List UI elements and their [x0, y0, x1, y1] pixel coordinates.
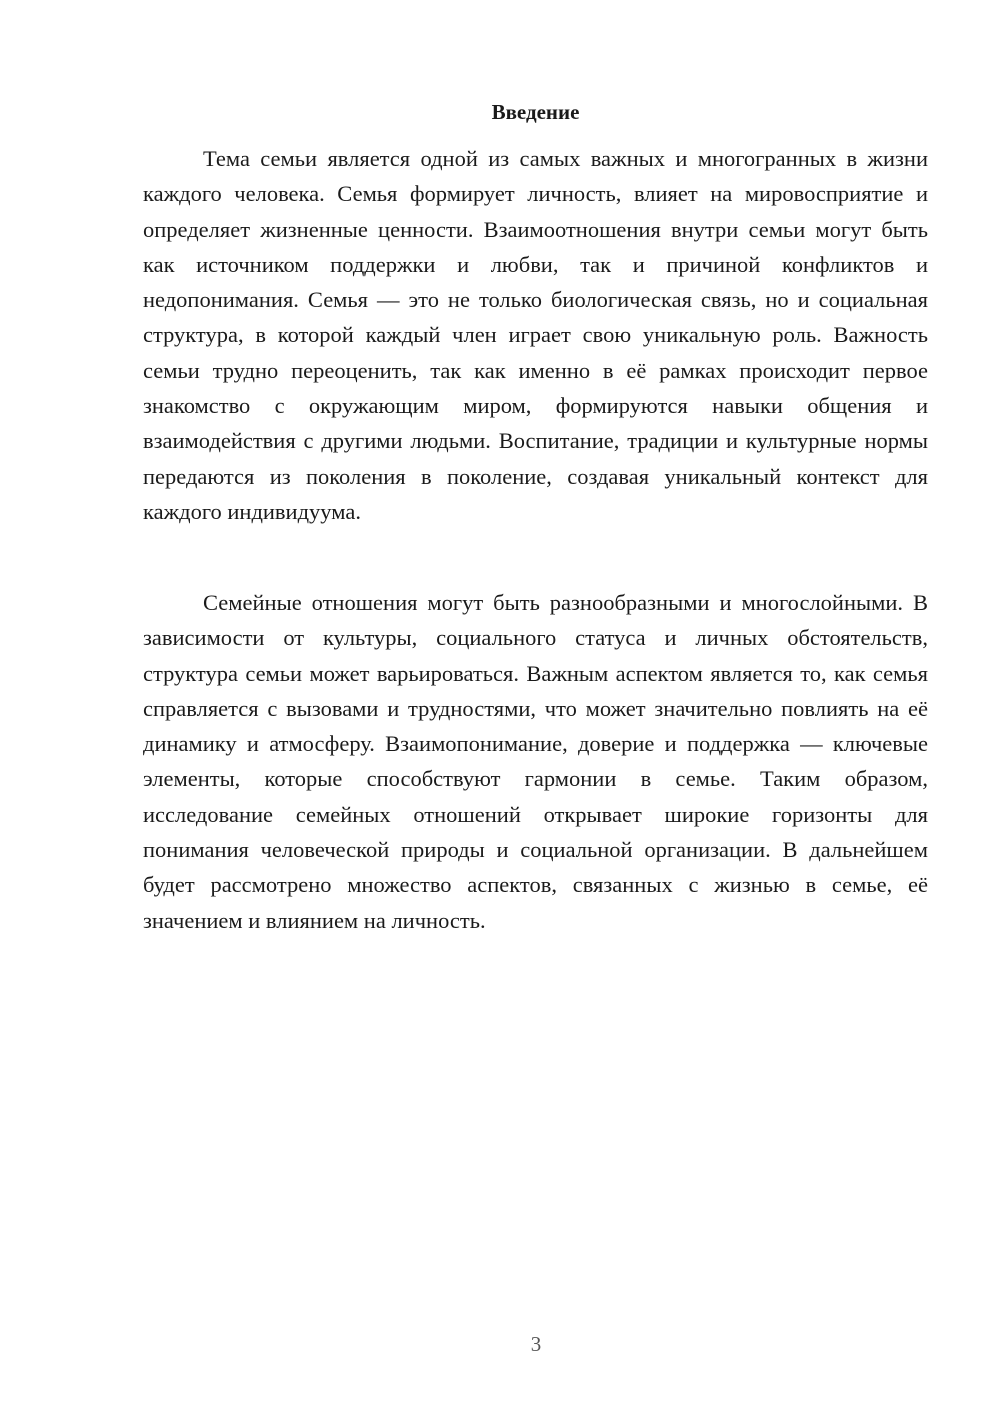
page-number: 3 [530, 1332, 542, 1356]
body-paragraph-2: Семейные отношения могут быть разнообразными и многослойными. В зависимости от культуры, социального статуса и личных обстоятельств, структура семьи может варьироваться. Важным аспектом является то, как семья справляется с вызовами и трудностями, что может значительно повлиять на её динамику и атмосферу. Взаимопонимание, доверие и поддержка — ключевые элементы, которые способствуют гармонии в семье. Таким образом, исследование семейных отношений открывает широкие горизонты для понимания человеческой природы и социальной организации. В дальнейшем будет рассмотрено множество аспектов, связанных с жизнью в семье, её значением и влиянием на личность. [143, 590, 928, 933]
body-paragraph-1: Тема семьи является одной из самых важных и многогранных в жизни каждого человека. Семья формирует личность, влияет на мировосприятие и определяет жизненные ценности. Взаимоотношения внутри семьи могут быть как источником поддержки и любви, так и причиной конфликтов и недопонимания. Семья — это не только биологическая связь, но и социальная структура, в которой каждый член играет свою уникальную роль. Важность семьи трудно переоценить, так как именно в её рамках происходит первое знакомство с окружающим миром, формируются навыки общения и взаимодействия с другими людьми. Воспитание, традиции и культурные нормы передаются из поколения в поколение, создавая уникальный контекст для каждого индивидуума. [143, 146, 928, 524]
section-heading: Введение [491, 100, 580, 124]
